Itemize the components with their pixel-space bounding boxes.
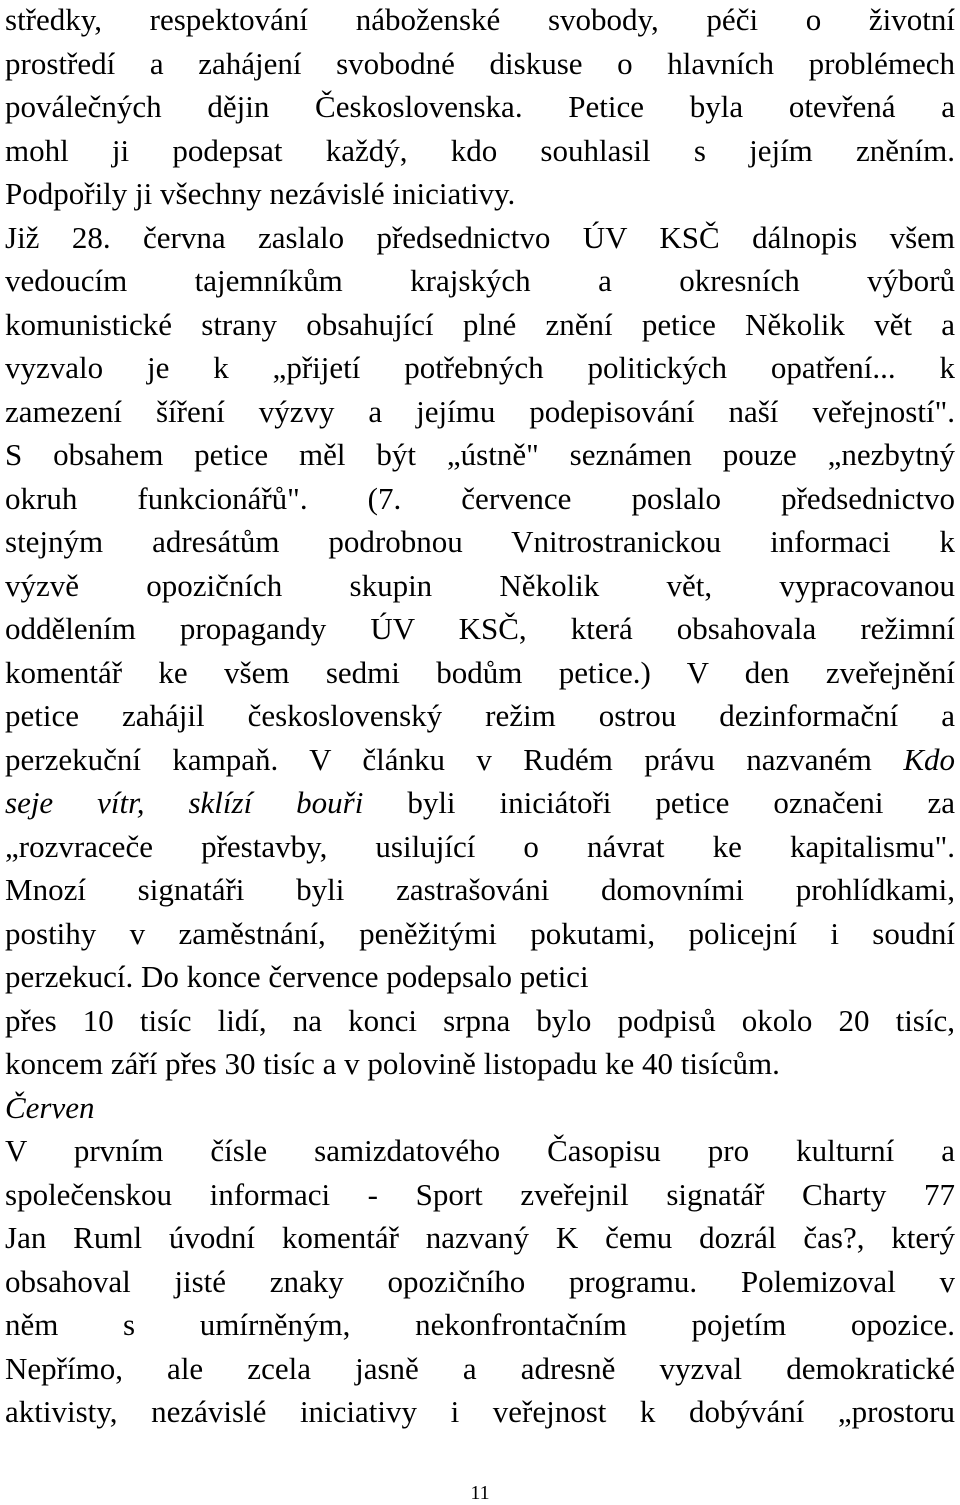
text-line (5, 781, 955, 825)
text-line: Podpořily ji všechny nezávislé iniciativy. (5, 176, 516, 211)
text-line: výzvě opozičních skupin Několik vět, vypracovanou (5, 567, 955, 603)
text-line: okruh funkcionářů". (7. července poslalo předsednictvo (5, 480, 955, 516)
text-line: vedoucím tajemníkům krajských a okresních výborů (5, 263, 955, 298)
text-line: stejným adresátům podrobnou Vnitrostranickou informaci k (5, 524, 955, 559)
text-line: mohl ji podepsat každý, kdo souhlasil s jejím zněním. (5, 132, 955, 168)
text-line: Jan Ruml úvodní komentář nazvaný K čemu dozrál čas?, který (5, 1220, 955, 1255)
text-line: středky, respektování náboženské svobody, péči o životní (5, 2, 955, 37)
text-line: Mnozí signatáři byli zastrašováni domovními prohlídkami, (5, 872, 955, 907)
text-line: postihy v zaměstnání, peněžitými pokutami, policejní i soudní (5, 915, 955, 951)
text-line: obsahoval jisté znaky opozičního programu. Polemizoval v (5, 1263, 955, 1299)
section-heading: Červen (5, 1089, 95, 1125)
text-line: prostředí a zahájení svobodné diskuse o hlavních problémech (5, 45, 955, 81)
page-number: 11 (470, 1482, 490, 1504)
text-run: perzekuční kampaň. V článku v Rudém právu nazvaném (5, 741, 904, 777)
text-line: koncem září přes 30 tisíc a v polovině listopadu ke 40 tisícům. (5, 1046, 780, 1081)
text-line: něm s umírněným, nekonfrontačním pojetím opozice. (5, 1307, 955, 1342)
text-run: byli iniciátoři petice označeni za (363, 785, 955, 820)
text-line: komentář ke všem sedmi bodům petice.) V den zveřejnění (5, 654, 955, 690)
text-line: Již 28. června zaslalo předsednictvo ÚV KSČ dálnopis všem (5, 219, 955, 255)
text-line: komunistické strany obsahující plné znění petice Několik vět a (5, 306, 955, 342)
text-line: vyzvalo je k „přijetí potřebných politických opatření... k (5, 350, 955, 385)
text-line: zamezení šíření výzvy a jejímu podepisování naší veřejností". (5, 393, 955, 429)
text-line (5, 738, 955, 782)
text-line: aktivisty, nezávislé iniciativy i veřejnost k dobývání „prostoru (5, 1394, 955, 1429)
text-line: S obsahem petice měl být „ústně" seznámen pouze „nezbytný (5, 437, 955, 472)
text-line: poválečných dějin Československa. Petice byla otevřená a (5, 89, 955, 124)
text-line: „rozvraceče přestavby, usilující o návrat ke kapitalismu". (5, 828, 955, 864)
text-line: přes 10 tisíc lidí, na konci srpna bylo podpisů okolo 20 tisíc, (5, 1002, 955, 1038)
text-line: společenskou informaci - Sport zveřejnil signatář Charty 77 (5, 1176, 955, 1212)
article-title-italic: seje vítr, sklízí bouři (5, 785, 364, 820)
text-line: Nepřímo, ale zcela jasně a adresně vyzval demokratické (5, 1350, 955, 1386)
article-title-italic: Kdo (903, 741, 955, 777)
document-page (5, 0, 955, 1434)
text-line: petice zahájil československý režim ostrou dezinformační a (5, 698, 955, 733)
text-line: V prvním čísle samizdatového Časopisu pro kulturní a (5, 1133, 955, 1168)
text-line: perzekucí. Do konce července podepsalo petici (5, 959, 589, 994)
text-line: oddělením propagandy ÚV KSČ, která obsahovala režimní (5, 611, 955, 646)
